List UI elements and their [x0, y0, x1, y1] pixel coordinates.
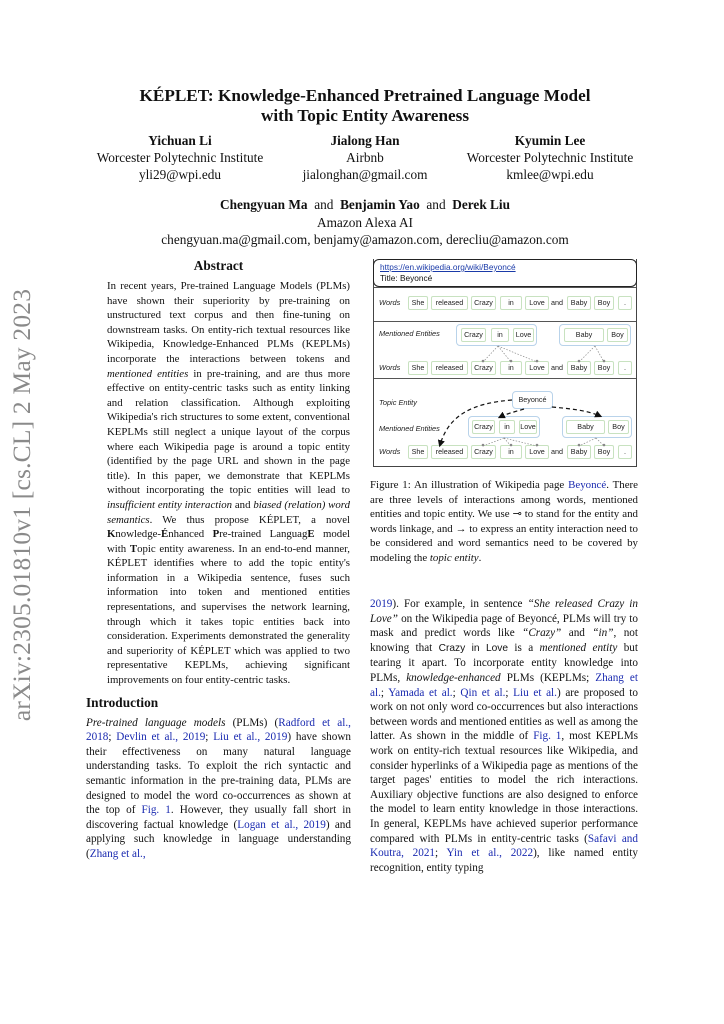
panel-word-cooccurrence	[374, 287, 636, 321]
intro-segment: ) and applying such knowledge in language understanding (	[86, 818, 351, 860]
word-token: Boy	[594, 296, 614, 310]
body-emphasis: “in”	[592, 627, 614, 640]
acronym-letter: É	[160, 528, 169, 541]
right-column-text	[370, 597, 638, 875]
author-group-names	[80, 196, 650, 214]
body-segment: ), like named entity recognition, entity typing	[370, 847, 638, 874]
citation-link[interactable]: Zhang et al.,	[89, 847, 146, 860]
word-plain: and	[551, 363, 563, 372]
entity-token: Boy	[607, 328, 628, 342]
author-joiner: and	[426, 197, 446, 212]
abstract-segment: and	[232, 498, 254, 511]
author-affiliation: Worcester Polytechnic Institute	[96, 150, 264, 165]
caption-emphasis: topic entity	[429, 551, 479, 564]
word-token: Baby	[567, 296, 591, 310]
author-group-2	[80, 196, 650, 249]
abstract-emphasis: mentioned entities	[107, 367, 189, 380]
word-token: Boy	[594, 361, 614, 375]
body-segment: , not knowing that	[370, 627, 639, 654]
word-token: in	[500, 445, 522, 459]
figure-ref-link[interactable]: Fig. 1	[141, 804, 171, 817]
abstract-segment: . We thus propose KÉPLET, a novel	[149, 513, 350, 526]
body-segment: but tearing it apart. To incorporate entity knowledge into PLMs,	[370, 641, 639, 684]
caption-segment: . There are three levels of interactions among words, mentioned entities and topic entity. We use ⊸ to stand for the entity and words linkage, and → to express an entity interaction need to be considered and word semantics need to be covered by modeling the	[370, 479, 639, 564]
row-label-topic: Topic Entity	[379, 398, 417, 407]
intro-segment: ;	[205, 731, 214, 744]
arxiv-stamp	[2, 288, 42, 722]
abstract-segment: opic entity awareness.	[137, 542, 235, 555]
acronym-letter: T	[129, 542, 138, 555]
intro-segment: . However, they usually fall short in discovering factual knowledge (	[86, 804, 351, 831]
wiki-page-title: Title: Beyoncé	[380, 273, 433, 283]
body-segment: is a	[508, 641, 540, 654]
body-segment: PLMs (KEPLMs;	[500, 671, 596, 684]
word-token: released	[431, 361, 468, 375]
word-token: Baby	[567, 445, 591, 459]
wiki-page-header	[373, 259, 637, 287]
entity-token: Crazy	[472, 420, 495, 434]
figure-ref-link[interactable]: Fig. 1	[533, 730, 562, 743]
row-label-mentioned: Mentioned Entities	[379, 424, 440, 433]
abstract-segment: nhanced	[168, 528, 213, 541]
word-token: released	[431, 445, 468, 459]
citation-link[interactable]: Safavi and Koutra, 2021	[370, 832, 638, 860]
citation-link[interactable]: 2019	[370, 598, 393, 610]
abstract-emphasis: biased (relation) word semantics	[107, 498, 350, 526]
author-name: Chengyuan Ma	[219, 197, 308, 212]
word-token: Crazy	[471, 296, 496, 310]
row-label-words: Words	[379, 447, 401, 456]
author-email: jialonghan@gmail.com	[302, 167, 428, 182]
panel-topic-entity	[374, 378, 636, 467]
abstract-segment: re-trained	[219, 528, 270, 541]
author-3	[450, 132, 650, 183]
word-token: .	[618, 361, 632, 375]
citation-link[interactable]: Yamada et al.	[388, 686, 453, 699]
section-heading-introduction: Introduction	[86, 694, 159, 710]
caption-segment: Figure 1: An illustration of Wikipedia page	[370, 479, 569, 491]
abstract-segment: nowledge-	[115, 528, 161, 541]
body-emphasis: mentioned entity	[539, 641, 618, 654]
word-token: in	[500, 296, 522, 310]
acronym-letter: K	[107, 528, 116, 541]
word-token: Love	[525, 361, 549, 375]
word-token: She	[408, 361, 428, 375]
row-label-words: Words	[379, 363, 401, 372]
word-token: Crazy	[471, 445, 496, 459]
row-label-words: Words	[379, 298, 401, 307]
caption-link[interactable]: Beyoncé	[568, 479, 607, 491]
introduction-text	[86, 716, 351, 862]
citation-link[interactable]: Radford et al., 2018	[86, 716, 351, 744]
body-segment: ) are proposed to work on not only word co-occurrences but also interactions between words and mentioned entities as well as among the latter. As shown in the middle of	[370, 686, 638, 743]
word-token: in	[500, 361, 522, 375]
entity-mention: Crazy in Love	[438, 642, 509, 654]
abstract-segment: Languag	[269, 528, 308, 541]
author-group-emails: chengyuan.ma@gmail.com, benjamy@amazon.com, derecliu@amazon.com	[161, 232, 569, 247]
body-segment: ;	[435, 847, 447, 860]
abstract-segment: model with	[107, 528, 350, 555]
author-group-affiliation: Amazon Alexa AI	[316, 214, 413, 230]
panel-mentioned-entities	[374, 321, 636, 378]
abstract-segment: In an end-to-end manner, KÉPLET identifies where to add the topic entity's information in a Wikipedia sentence, fuses such information into token and mentioned entities representations, and supervises the network learning, through which it takes topic entities back into consideration. Experiments demonstrated the generality and superiority of KÉPLET which was applied to two representative KEPLMs, achieving significant improvements on four entity-centric tasks.	[107, 542, 350, 687]
body-segment: and	[561, 627, 593, 640]
citation-link[interactable]: Devlin et al., 2019	[116, 731, 206, 744]
caption-segment: .	[478, 551, 482, 564]
citation-link[interactable]: Qin et al.	[460, 686, 506, 699]
author-1	[80, 132, 280, 183]
body-segment: on the Wikipedia page of Beyoncé, PLMs will try to mask and predict words like	[370, 612, 638, 640]
figure-1-caption	[370, 478, 638, 566]
author-joiner: and	[314, 197, 334, 212]
acronym-letter: P	[212, 528, 220, 541]
author-2	[295, 132, 435, 183]
entity-token: Love	[513, 328, 534, 342]
body-emphasis: knowledge-enhanced	[406, 671, 501, 684]
entity-token: Love	[519, 420, 537, 434]
body-segment: , most KEPLMs work on entity-rich textual resources like Wikipedia, and consider hyperlinks of a Wikipedia page as mentions of the target pages' entities to model the rich interactions. Auxiliary objective functions are also designed to enforce the model to learn entity knowledge in those interactions. In general, KEPLMs have achieved superior performance compared with PLMs in entity-centric tasks (	[370, 730, 639, 845]
intro-segment: (PLMs) (	[225, 716, 279, 729]
body-segment: ;	[452, 686, 461, 699]
word-token: Love	[525, 445, 549, 459]
abstract-segment: In recent years, Pre-trained Language Models (PLMs) have shown their superiority by pre-training on unstructured text corpus and then fine-tuning on downstream tasks. On entity-rich textual resources like Wikipedia, Knowledge-Enhanced PLMs (KEPLMs) incorporate the interactions between tokens and	[107, 280, 350, 365]
body-emphasis: “Crazy”	[522, 627, 562, 640]
title-line-2: with Topic Entity Awareness	[260, 106, 470, 125]
arxiv-id[interactable]: arXiv:2305.01810v1 [cs.CL] 2 May 2023	[7, 288, 37, 722]
word-token: Crazy	[471, 361, 496, 375]
body-segment: ;	[380, 686, 389, 699]
entity-token: Boy	[608, 420, 629, 434]
abstract-emphasis: insufficient entity interaction	[107, 498, 233, 511]
word-token: released	[431, 296, 468, 310]
word-token: .	[618, 445, 632, 459]
word-token: Boy	[594, 445, 614, 459]
word-token: .	[618, 296, 632, 310]
author-name: Jialong Han	[330, 133, 400, 148]
word-plain: and	[551, 447, 563, 456]
citation-link[interactable]: Yin et al., 2022	[446, 847, 534, 860]
acronym-letter: E	[307, 528, 315, 541]
citation-link[interactable]: Liu et al., 2019	[213, 731, 288, 744]
entity-token: Baby	[566, 420, 605, 434]
figure-1	[373, 259, 637, 467]
author-email: yli29@wpi.edu	[138, 167, 222, 182]
author-affiliation: Airbnb	[346, 150, 384, 165]
entity-token: in	[499, 420, 515, 434]
intro-segment: ) have shown their effectiveness on many natural language understanding tasks. To exploit the rich syntactic and semantic information in the pre-training data, PLMs are designed to model the word co-occurrences as shown at the top of	[86, 731, 351, 817]
entity-token: Crazy	[461, 328, 486, 342]
abstract-heading: Abstract	[193, 258, 244, 273]
author-affiliation: Worcester Polytechnic Institute	[466, 150, 634, 165]
title-line-1: KÉPLET: Knowledge-Enhanced Pretrained Language Model	[139, 86, 591, 105]
body-segment: ). For example, in sentence	[392, 598, 528, 610]
abstract-text	[86, 279, 351, 688]
row-label-mentioned: Mentioned Entities	[379, 329, 440, 338]
body-emphasis: “She released Crazy in Love”	[370, 598, 639, 625]
author-name: Benjamin Yao	[340, 197, 420, 212]
citation-link[interactable]: Liu et al.	[513, 686, 557, 699]
intro-segment: ;	[108, 731, 117, 744]
citation-link[interactable]: Logan et al., 2019	[237, 818, 326, 831]
entity-token: in	[491, 328, 509, 342]
author-name: Kyumin Lee	[514, 133, 586, 148]
word-token: She	[408, 296, 428, 310]
left-column	[86, 258, 351, 862]
body-segment: ;	[505, 686, 514, 699]
word-plain: and	[551, 298, 563, 307]
author-name: Yichuan Li	[148, 133, 212, 148]
wiki-url-link[interactable]: https://en.wikipedia.org/wiki/Beyoncé	[380, 262, 516, 272]
intro-emphasis: Pre-trained language models	[86, 716, 226, 729]
paper-title	[90, 86, 640, 126]
author-email: kmlee@wpi.edu	[506, 167, 594, 182]
entity-token: Baby	[564, 328, 604, 342]
author-name: Derek Liu	[452, 197, 510, 212]
author-block	[80, 132, 650, 183]
word-token: Baby	[567, 361, 591, 375]
topic-entity-node: Beyoncé	[512, 391, 553, 409]
word-token: She	[408, 445, 428, 459]
word-token: Love	[525, 296, 549, 310]
abstract-segment: in pre-training, and are thus more effective on entity-centric tasks such as entity linking and relation classification. Although exploiting Wikipedia's rich structures to some extent, conventional KEPLMs still neglect a unique layout of the corpus where each Wikipedia page is around a topic entity (identified by the page URL and shown in the page title). In this paper, we demonstrate that KEPLMs without incorporating the topic entities will lead to	[107, 367, 350, 497]
citation-link[interactable]: Zhang et al.	[370, 671, 639, 699]
